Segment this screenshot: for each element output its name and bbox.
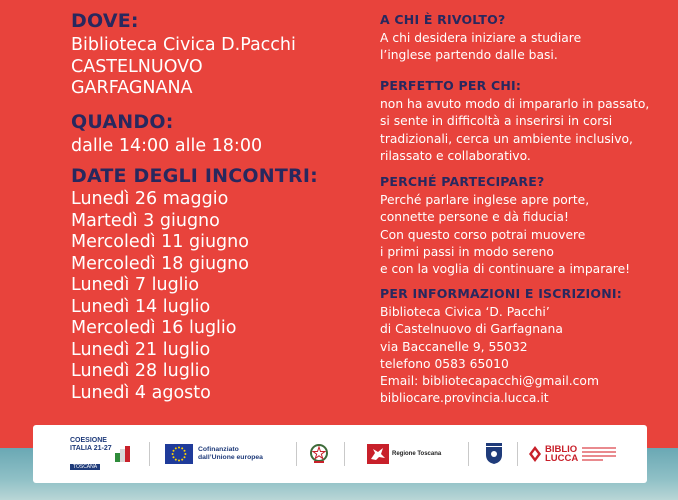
target-text [380, 30, 581, 65]
italian-republic-logo [309, 425, 329, 483]
why-line: i primi passi in modo sereno [380, 244, 554, 259]
crest-icon [484, 443, 504, 465]
when-value: dalle 14:00 alle 18:00 [71, 136, 263, 156]
date-item: Lunedì 21 luglio [71, 339, 211, 360]
province-crest-logo [484, 425, 504, 483]
toscana-label: Regione Toscana [392, 451, 442, 457]
date-item: Lunedì 14 luglio [71, 296, 211, 317]
why-heading: PERCHÉ PARTECIPARE? [380, 174, 545, 189]
when-heading: QUANDO: [71, 111, 174, 133]
why-line: e con la voglia di continuare a imparare! [380, 262, 631, 277]
target-section [380, 12, 581, 65]
why-text [380, 192, 630, 278]
why-line: Perché parlare inglese apre porte, [380, 193, 590, 207]
republic-emblem-icon [309, 443, 329, 465]
ideal-for-section [380, 78, 649, 165]
ideal-for-line: non ha avuto modo di impararlo in passato, [380, 97, 650, 111]
coesione-italia-logo [70, 425, 132, 483]
when-section [71, 111, 262, 158]
where-line: CASTELNUOVO [71, 56, 203, 77]
date-item: Lunedì 26 maggio [71, 189, 229, 209]
date-item: Lunedì 4 agosto [71, 382, 211, 403]
info-line: Email: bibliotecapacchi@gmail.com [380, 374, 599, 389]
dates-heading: DATE DEGLI INCONTRI: [71, 165, 318, 187]
biblio-lucca-logo [528, 425, 616, 483]
coesione-sub: TOSCANA [70, 464, 100, 470]
ideal-for-line: si sente in difficoltà a inserirsi in corsi [380, 114, 613, 129]
info-section [380, 286, 622, 408]
info-line: Biblioteca Civica ‘D. Pacchi’ [380, 305, 550, 319]
where-line: Biblioteca Civica D.Pacchi [71, 35, 296, 55]
target-line: A chi desidera iniziare a studiare [380, 31, 582, 45]
why-line: Con questo corso potrai muovere [380, 227, 586, 242]
divider [344, 442, 345, 466]
coesione-mark-icon [114, 445, 132, 463]
target-line: l’inglese partendo dalle basi. [380, 48, 558, 63]
info-line: bibliocare.provincia.lucca.it [380, 391, 549, 406]
info-line: di Castelnuovo di Garfagnana [380, 322, 563, 337]
where-line: GARFAGNANA [71, 78, 193, 98]
where-heading: DOVE: [71, 10, 139, 32]
pegasus-icon [367, 444, 389, 464]
eu-line1: Cofinanziato [198, 445, 239, 453]
coesione-line1: COESIONE [70, 436, 107, 444]
divider [468, 442, 469, 466]
partner-logos-bar [33, 425, 647, 483]
ideal-for-line: tradizionali, cerca un ambiente inclusivo, [380, 131, 633, 146]
date-item: Lunedì 7 luglio [71, 275, 200, 295]
divider [517, 442, 518, 466]
biblio-line1: BIBLIO [545, 443, 578, 455]
ideal-for-line: rilassato e collaborativo. [380, 148, 531, 163]
info-heading: PER INFORMAZIONI E ISCRIZIONI: [380, 286, 622, 301]
divider [296, 442, 297, 466]
eu-logo [165, 425, 263, 483]
date-item: Mercoledì 11 giugno [71, 232, 249, 252]
date-item: Lunedì 28 luglio [71, 361, 211, 381]
info-line: via Baccanelle 9, 55032 [380, 339, 528, 354]
coesione-line2: ITALIA 21-27 [70, 444, 112, 452]
eu-line2: dall’Unione europea [198, 454, 263, 461]
biblio-line2: LUCCA [545, 453, 579, 464]
date-item: Mercoledì 18 giugno [71, 253, 249, 274]
why-section [380, 174, 630, 278]
why-line: connette persone e dà fiducia! [380, 210, 569, 225]
biblio-lucca-mark-icon [528, 445, 542, 463]
regione-toscana-logo [367, 425, 441, 483]
date-item: Mercoledì 16 luglio [71, 318, 237, 338]
info-line: telefono 0583 65010 [380, 356, 509, 371]
date-item: Martedì 3 giugno [71, 210, 220, 231]
dates-section [71, 165, 318, 404]
where-lines [71, 35, 296, 100]
info-text [380, 304, 622, 408]
dates-list [71, 189, 318, 404]
ideal-for-text [380, 96, 649, 165]
where-section [71, 10, 296, 100]
biblio-fineprint [582, 445, 616, 463]
ideal-for-heading: PERFETTO PER CHI: [380, 78, 522, 93]
eu-flag-icon [165, 444, 193, 464]
divider [149, 442, 150, 466]
target-heading: A CHI È RIVOLTO? [380, 12, 506, 27]
